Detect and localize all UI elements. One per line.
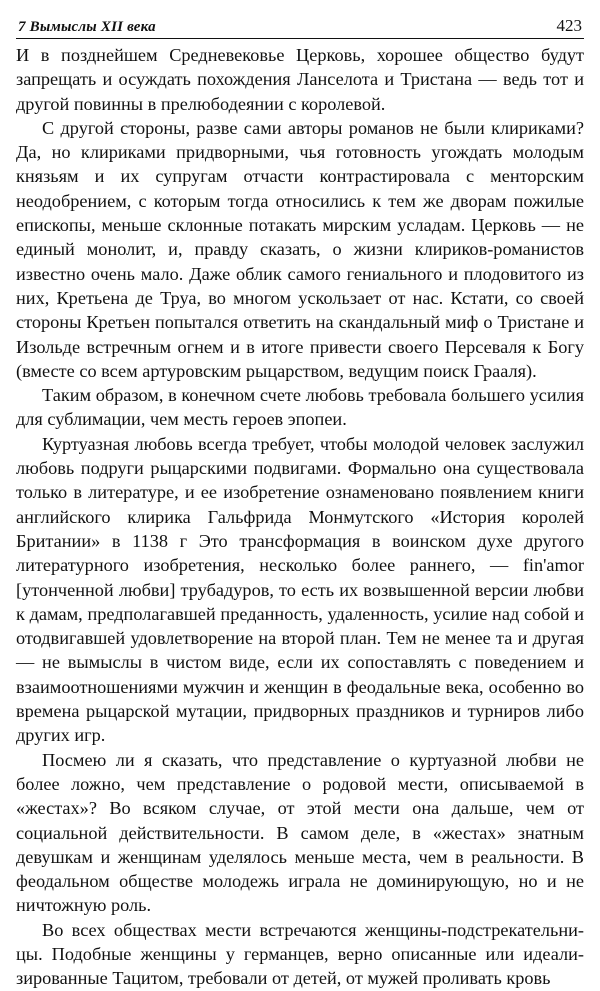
paragraph-2: С другой стороны, разве сами авторы романов не были клириками? Да, но клириками придворными, чья готовность угождать молодым князьям и их супругам отчасти контрастировала с менторским неодобрением, с которым тогда относились к тем же дворам пожилые епископы, меньше склонные потакать мирским усладам. Церковь — не единый монолит, и, правду сказать, о жизни клириков-романистов известно очень мало. Даже облик самого гениального и плодовитого из них, Кретьена де Труа, во многом ускользает от нас. Кстати, со своей стороны Кретьен попытался ответить на скандальный миф о Тристане и Изольде встречным огнем и в итоге привести своего Персеваля к Богу (вместе со всем артуровским рыцарством, ведущим поиск Грааля). — [16, 117, 584, 381]
paragraph-3: Таким образом, в конечном счете любовь требовала большего усилия для сублимации, чем месть героев эпопеи. — [16, 385, 584, 430]
paragraph-6: Во всех обществах мести встречаются женщины-подстрекательницы. Подобные женщины у германцев, верно описанные или идеализированные Тацитом, требовали от детей, от мужей проливать кровь — [16, 919, 584, 989]
paragraph-1: И в позднейшем Средневековье Церковь, хорошее общество будут запрещать и осуждать похождения Ланселота и Тристана — ведь тот и другой повинны в прелюбодеянии с королевой. — [16, 45, 584, 114]
running-head — [16, 10, 584, 39]
chapter-title: 7 Вымыслы XII века — [18, 19, 156, 35]
paragraph-5: Посмею ли я сказать, что представление о куртуазной любви не более ложно, чем представление о родовой мести, описываемой в «жестах»? Во всяком случае, от этой мести она дальше, чем от социальной действительности. В самом деле, в «жестах» знатным девушкам и женщинам уделялось меньше места, чем в реальности. В феодальном обществе молодежь играла не доминирующую, но и не ничтожную роль. — [16, 749, 584, 916]
page-number: 423 — [556, 16, 582, 35]
body-text — [16, 43, 584, 991]
paragraph-4: Куртуазная любовь всегда требует, чтобы молодой человек заслужил любовь подруги рыцарскими подвигами. Формально она существовала только в литературе, и ее изобретение ознаменовано появлением книги английского клирика Гальфрида Монмутского «История королей Британии» в 1138 г Это трансформация в воинском духе другого литературного изобретения, несколько более раннего, — fin'amor [утонченной любви] трубадуров, то есть их возвышенной версии любви к дамам, предполагавшей преданность, удаленность, усилие над собой и отодвигавшей удовлетворение на второй план. Тем не менее та и другая — не вымыслы в чистом виде, если их сопоставлять с поведением и взаимоотношениями мужчин и женщин в феодальные века, особенно во времена рыцарской мутации, придворных праздников и турниров либо других игр. — [16, 433, 584, 746]
